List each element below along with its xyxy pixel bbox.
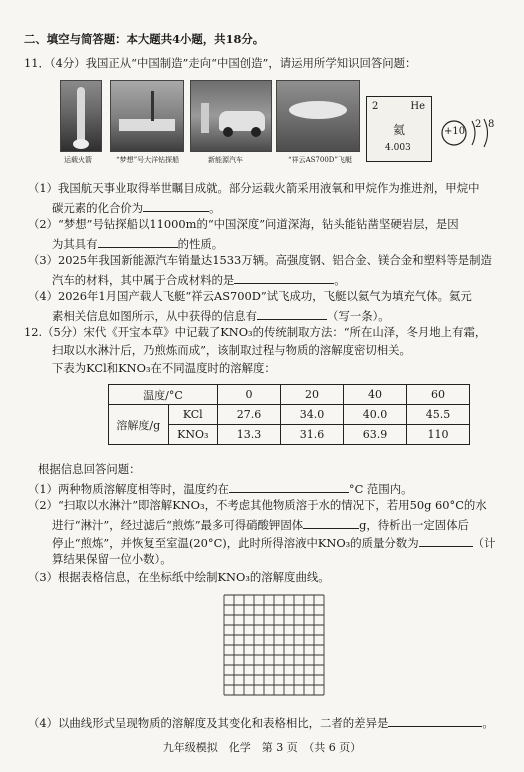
temp-col-0: 0 [218,385,281,405]
q12-p2-text2: 停止“煎炼”，并恢复至室温(20°C)，此时所得溶液中KNO₃的质量分数为 [52,536,419,550]
q11-p2-tail: 的性质。 [177,237,224,251]
atomic-number: 2 [372,101,379,112]
temp-col-2: 40 [344,385,407,405]
q12-p1-answer-blank[interactable] [229,480,349,493]
q12-p1-tail: °C 范围内。 [348,482,413,496]
q11-p1-answer-blank[interactable] [143,199,209,212]
airship-photo [276,80,360,152]
q12-p1-text: （1）两种物质溶解度相等时，温度约在 [28,482,229,496]
q12-p4-answer-blank[interactable] [388,714,482,727]
temp-col-1: 20 [281,385,344,405]
atomic-mass: 4.003 [385,143,411,153]
drill-ship-photo [110,80,184,152]
rocket-photo [60,80,102,152]
shell-2-count: 8 [488,119,495,130]
q12-p2-mid: g，待析出一定固体后 [359,518,469,532]
q11-p4-answer-blank[interactable] [257,307,327,320]
q12-stem-line2: 扫取以水淋汁后，乃煎炼而成”，该制取过程与物质的溶解度密切相关。 [52,343,411,357]
q12-p4-line: （4）以曲线形式呈现物质的溶解度及其变化和表格相比，二者的差异是 。 [28,716,494,730]
helium-element-card [366,96,432,162]
solubility-table [108,384,470,445]
table-cell: 40.0 [344,405,407,425]
table-header-row [109,385,470,405]
grid-paper[interactable] [223,594,325,696]
q12-stem-line1: 12.（5分）宋代《开宝本草》中记载了KNO₃的传统制取方法：“所在山泽，冬月地上有霜， [24,325,487,339]
caption-airship: “祥云AS700D”飞艇 [288,156,352,164]
q12-p2-line4: 算结果保留一位小数）。 [52,552,172,566]
q11-p4-line2 [52,307,390,324]
caption-rocket: 运载火箭 [64,156,92,164]
q12-p2-line3 [52,534,495,551]
q11-p2-answer-blank[interactable] [98,235,178,248]
q11-p4-tail: （写一条）。 [327,309,390,323]
q12-p2-mass-blank[interactable] [303,516,359,529]
q11-p3-line2: 汽车的材料，其中属于合成材料的是 。 [52,273,346,287]
row-name-kno3: KNO₃ [168,425,217,445]
q11-p4-line1: （4）2026年1月国产载人飞艇“祥云AS700D”试飞成功，飞艇以氦气为填充气体。氦元 [28,289,472,303]
q11-p2-line1: （2）“梦想”号钻探船以11000m的“中国深度”问道深海，钻头能钻凿坚硬岩层，是因 [28,217,459,231]
solubility-label: 溶解度/g [109,405,169,445]
table-cell: 27.6 [218,405,281,425]
q12-p1-line [28,480,413,497]
section-title: 二、填空与简答题：本大题共4小题，共18分。 [24,32,265,46]
table-cell: 63.9 [344,425,407,445]
q11-p1-line1: （1）我国航天事业取得举世瞩目成就。部分运载火箭采用液氧和甲烷作为推进剂，甲烷中 [28,181,480,195]
q11-stem: 11．（4分）我国正从“中国制造”走向“中国创造”，请运用所学知识回答问题： [24,56,417,70]
table-cell: 34.0 [281,405,344,425]
temp-col-3: 60 [407,385,470,405]
q11-p3-text: 汽车的材料，其中属于合成材料的是 [52,273,235,287]
shell-1-count: 2 [475,119,482,130]
ev-car-photo [190,80,272,152]
table-cell: 45.5 [407,405,470,425]
nucleus-charge: +10 [444,126,466,137]
caption-car: 新能源汽车 [208,156,243,164]
q12-p2-line1: （2）“扫取以水淋汁”即溶解KNO₃，不考虑其他物质溶于水的情况下，若用50g 60°C的水 [28,498,487,512]
q11-p2-line2 [52,235,223,252]
table-row [109,405,470,425]
q12-p3-line: （3）根据表格信息，在坐标纸中绘制KNO₃的溶解度曲线。 [28,570,330,584]
q12-table-intro: 下表为KCl和KNO₃在不同温度时的溶解度： [52,361,276,375]
q11-p3-line1: （3）2025年我国新能源汽车销量达1533万辆。高强度钢、铝合金、镁合金和塑料等是制造 [28,253,492,267]
q12-answer-intro: 根据信息回答问题： [38,462,141,476]
element-symbol: He [410,101,425,112]
table-cell: 110 [407,425,470,445]
q12-p2-line2 [52,516,469,533]
q11-p3-answer-blank[interactable] [234,271,334,284]
atom-structure-diagram [440,118,502,148]
temp-header: 温度/°C [109,385,218,405]
q11-p4-text: 素相关信息如图所示，从中获得的信息有 [52,309,258,323]
q11-p1-text: 碳元素的化合价为 [52,201,144,215]
q12-p2-tail: （计 [472,536,496,550]
table-cell: 13.3 [218,425,281,445]
q11-p1-line2: 碳元素的化合价为 。 [52,201,221,215]
table-cell: 31.6 [281,425,344,445]
q12-p2-text: 进行“淋汁”，经过滤后“煎炼”最多可得硝酸钾固体 [52,518,304,532]
q11-p2-text: 为其具有 [52,237,98,251]
q12-p4-text: （4）以曲线形式呈现物质的溶解度及其变化和表格相比，二者的差异是 [28,716,389,730]
caption-ship: “梦想”号大洋钻探船 [116,156,180,164]
q12-p2-fraction-blank[interactable] [419,534,473,547]
row-name-kcl: KCl [168,405,217,425]
element-name: 氦 [393,123,406,137]
page-footer: 九年级模拟 化学 第 3 页 （共 6 页） [162,741,362,754]
